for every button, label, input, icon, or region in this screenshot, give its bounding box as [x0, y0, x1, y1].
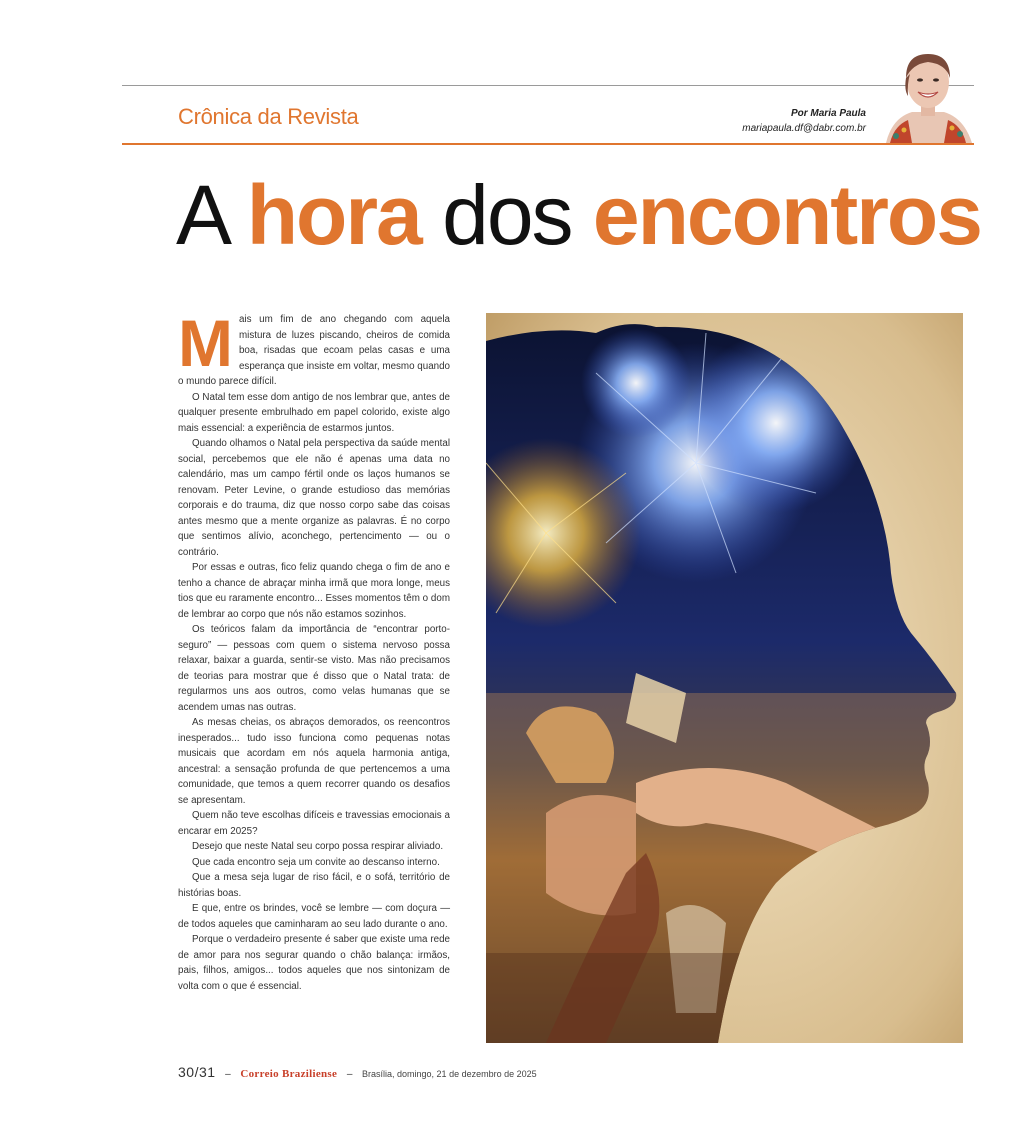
article-headline	[176, 160, 981, 270]
article-body	[178, 306, 450, 994]
article-illustration	[486, 313, 963, 1043]
paragraph: Porque o verdadeiro presente é saber que existe uma rede de amor para nos segurar quando o chão balança: irmãos, pais, filhos, amigos... todos aqueles que nos sintonizam de volta com o que é essencial.	[178, 934, 450, 992]
headline-word-4: encontros	[592, 168, 981, 262]
newspaper-brand: Correio Braziliense	[240, 1068, 338, 1080]
footer-separator: –	[225, 1069, 231, 1080]
paragraph: E que, entre os brindes, você se lembre — com doçura — de todos aqueles que caminharam ao seu lado durante o ano.	[178, 903, 450, 930]
paragraph: Por essas e outras, fico feliz quando chega o fim de ano e tenho a chance de abraçar minha irmã que mora longe, meus tios que eu raramente encontro... Esses momentos têm o dom de lembrar ao corpo que nós não estamos sozinhos.	[178, 562, 450, 620]
paragraph: Os teóricos falam da importância de “encontrar porto-seguro” — pessoas com quem o sistema nervoso possa relaxar, baixar a guarda, sentir-se visto. Mas não precisamos de teorias para mostrar que é disso que o Natal trata: de regularmos uns aos outros, como velas humanas que se acendem umas nas outras.	[178, 624, 450, 713]
paragraph: Quem não teve escolhas difíceis e travessias emocionais a encarar em 2025?	[178, 810, 450, 837]
footer-separator: –	[346, 1069, 353, 1080]
paragraph: Desejo que neste Natal seu corpo possa respirar aliviado.	[192, 841, 444, 852]
author-email[interactable]: mariapaula.df@dabr.com.br	[742, 123, 866, 134]
paragraph: Que cada encontro seja um convite ao descanso interno.	[192, 856, 440, 868]
paragraph: Que a mesa seja lugar de riso fácil, e o sofá, território de histórias boas.	[178, 872, 450, 899]
section-rule	[122, 143, 974, 145]
headline-word-2: hora	[246, 168, 421, 262]
author-name: Por Maria Paula	[790, 108, 866, 119]
page-numbers: 30/31	[178, 1064, 216, 1080]
section-title: Crônica da Revista	[178, 104, 359, 129]
page-footer	[178, 1064, 537, 1080]
drop-cap: M	[178, 306, 233, 380]
issue-date: Brasília, domingo, 21 de dezembro de 2025	[362, 1069, 537, 1079]
byline	[742, 106, 866, 136]
paragraph: O Natal tem esse dom antigo de nos lembrar que, antes de qualquer presente embrulhado em papel colorido, existe algo mais essencial: a experiência de estarmos juntos.	[178, 391, 450, 434]
paragraph: As mesas cheias, os abraços demorados, os reencontros inesperados... tudo isso funciona como pequenas notas musicais que acordam em nós aquela harmonia antiga, ancestral: a sensação profunda de que pertencemos a uma comunidade, que temos a quem recorrer quando os desafios se apresentam.	[178, 717, 450, 806]
headline-word-1: A	[176, 168, 226, 262]
headline-word-3: dos	[442, 168, 572, 262]
paragraph: Mais um fim de ano chegando com aquela mistura de luzes piscando, cheiros de comida boa, risadas que ecoam pelas casas e uma esperança que insiste em voltar, mesmo quando o mundo parece difícil.	[178, 306, 450, 387]
paragraph: Quando olhamos o Natal pela perspectiva da saúde mental social, percebemos que ele não é apenas uma data no calendário, mas um campo fértil onde os laços humanos se renovam. Peter Levine, o grande estudioso das memórias corporais e do trauma, diz que nosso corpo sabe das coisas antes mesmo que a mente organize as palavras. É no corpo que sentimos alívio, aconchego, pertencimento — ou o contrário.	[178, 438, 450, 558]
header-top-rule	[122, 85, 974, 86]
author-avatar	[882, 48, 974, 143]
